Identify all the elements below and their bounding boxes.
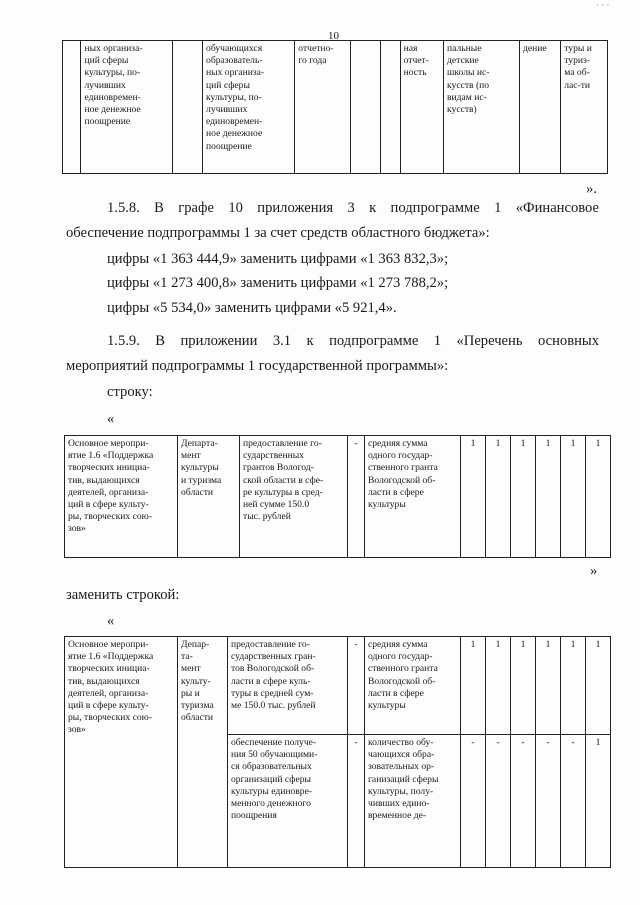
goal-cell: предоставление го- сударственных грантов Вологод- ской области в сфе- ре культуры в сред- ней сумме 150.0 тыс. рублей	[240, 436, 348, 558]
closing-quote: »	[590, 563, 598, 579]
old-row-table	[64, 435, 611, 558]
new-row-table	[64, 636, 611, 868]
value-cell: 1	[536, 436, 561, 558]
table-cell	[381, 41, 401, 174]
dash-cell: -	[348, 735, 365, 868]
replace-label: заменить строкой:	[66, 587, 180, 603]
value-cell: -	[461, 735, 486, 868]
value-cell: 1	[461, 637, 486, 735]
value-cell: 1	[586, 735, 611, 868]
goal-cell: обеспечение получе- ния 50 обучающими- ся образовательных организаций сферы культуры единовре- менного денежного поощрения	[228, 735, 348, 868]
corner-mark: · · ·	[596, 0, 610, 10]
indicator-cell: количество обу- чающихся обра- зовательных ор- ганизаций сферы культуры, полу- чивших едино- временное де-	[365, 735, 461, 868]
value-cell: 1	[486, 637, 511, 735]
continuation-table	[62, 40, 608, 174]
table-cell	[63, 41, 81, 174]
digits-replacement-3: цифры «5 534,0» заменить цифрами «5 921,4».	[107, 300, 397, 316]
department-cell: Депар- та- мент культу- ры и туризма области	[178, 637, 228, 868]
value-cell: -	[486, 735, 511, 868]
table-cell: ная отчет- ность	[400, 41, 443, 174]
page-number: 10	[328, 30, 339, 42]
table-row	[65, 436, 611, 558]
value-cell: 1	[511, 637, 536, 735]
table-cell: туры и туриз- ма об- лас-ти	[561, 41, 608, 174]
value-cell: 1	[586, 637, 611, 735]
value-cell: -	[561, 735, 586, 868]
closing-quote: ».	[586, 181, 597, 197]
paragraph-158-line2: обеспечение подпрограммы 1 за счет средств областного бюджета»:	[66, 225, 490, 241]
table-cell: ных организа- ций сферы культуры, по- лучивших единовремен- ное денежное поощрение	[81, 41, 172, 174]
value-cell: 1	[561, 637, 586, 735]
table-cell: обучающихся образователь- ных организа- ций сферы культуры, по- лучивших единовремен- ное денежное поощрение	[203, 41, 295, 174]
table-cell: дение	[519, 41, 560, 174]
digits-replacement-1: цифры «1 363 444,9» заменить цифрами «1 363 832,3»;	[107, 251, 449, 267]
indicator-cell: средняя сумма одного государ- ственного гранта Вологодской об- ласти в сфере культуры	[365, 637, 461, 735]
activity-cell: Основное меропри- ятие 1.6 «Поддержка творческих инициа- тив, выдающихся деятелей, организа- ций в сфере культу- ры, творческих сою- зов»	[65, 637, 178, 868]
value-cell: 1	[561, 436, 586, 558]
table-row	[63, 41, 608, 174]
value-cell: -	[536, 735, 561, 868]
table-cell: пальные детские школы ис- кусств (по видам ис- кусств)	[444, 41, 520, 174]
department-cell: Департа- мент культуры и туризма области	[178, 436, 240, 558]
value-cell: 1	[461, 436, 486, 558]
value-cell: 1	[511, 436, 536, 558]
value-cell: -	[511, 735, 536, 868]
value-cell: 1	[486, 436, 511, 558]
table-cell	[172, 41, 202, 174]
dash-cell: -	[348, 637, 365, 735]
activity-cell: Основное меропри- ятие 1.6 «Поддержка творческих инициа- тив, выдающихся деятелей, организа- ций в сфере культу- ры, творческих сою- зов»	[65, 436, 178, 558]
digits-replacement-2: цифры «1 273 400,8» заменить цифрами «1 273 788,2»;	[107, 275, 449, 291]
paragraph-158-line1: 1.5.8. В графе 10 приложения 3 к подпрограмме 1 «Финансовое	[107, 200, 599, 216]
opening-quote: «	[107, 411, 115, 427]
paragraph-159-line1: 1.5.9. В приложении 3.1 к подпрограмме 1 «Перечень основных	[107, 333, 599, 349]
table-cell: отчетно- го года	[295, 41, 350, 174]
goal-cell: предоставление го- сударственных гран- тов Вологодской об- ласти в сфере куль- туры в средней сум- ме 150.0 тыс. рублей	[228, 637, 348, 735]
opening-quote: «	[107, 613, 115, 629]
table-row	[65, 637, 611, 735]
paragraph-159-line2: мероприятий подпрограммы 1 государственной программы»:	[66, 358, 449, 374]
value-cell: 1	[536, 637, 561, 735]
indicator-cell: средняя сумма одного государ- ственного гранта Вологодской об- ласти в сфере культуры	[365, 436, 461, 558]
stroku-label: строку:	[107, 384, 153, 400]
table-cell	[350, 41, 380, 174]
dash-cell: -	[348, 436, 365, 558]
value-cell: 1	[586, 436, 611, 558]
